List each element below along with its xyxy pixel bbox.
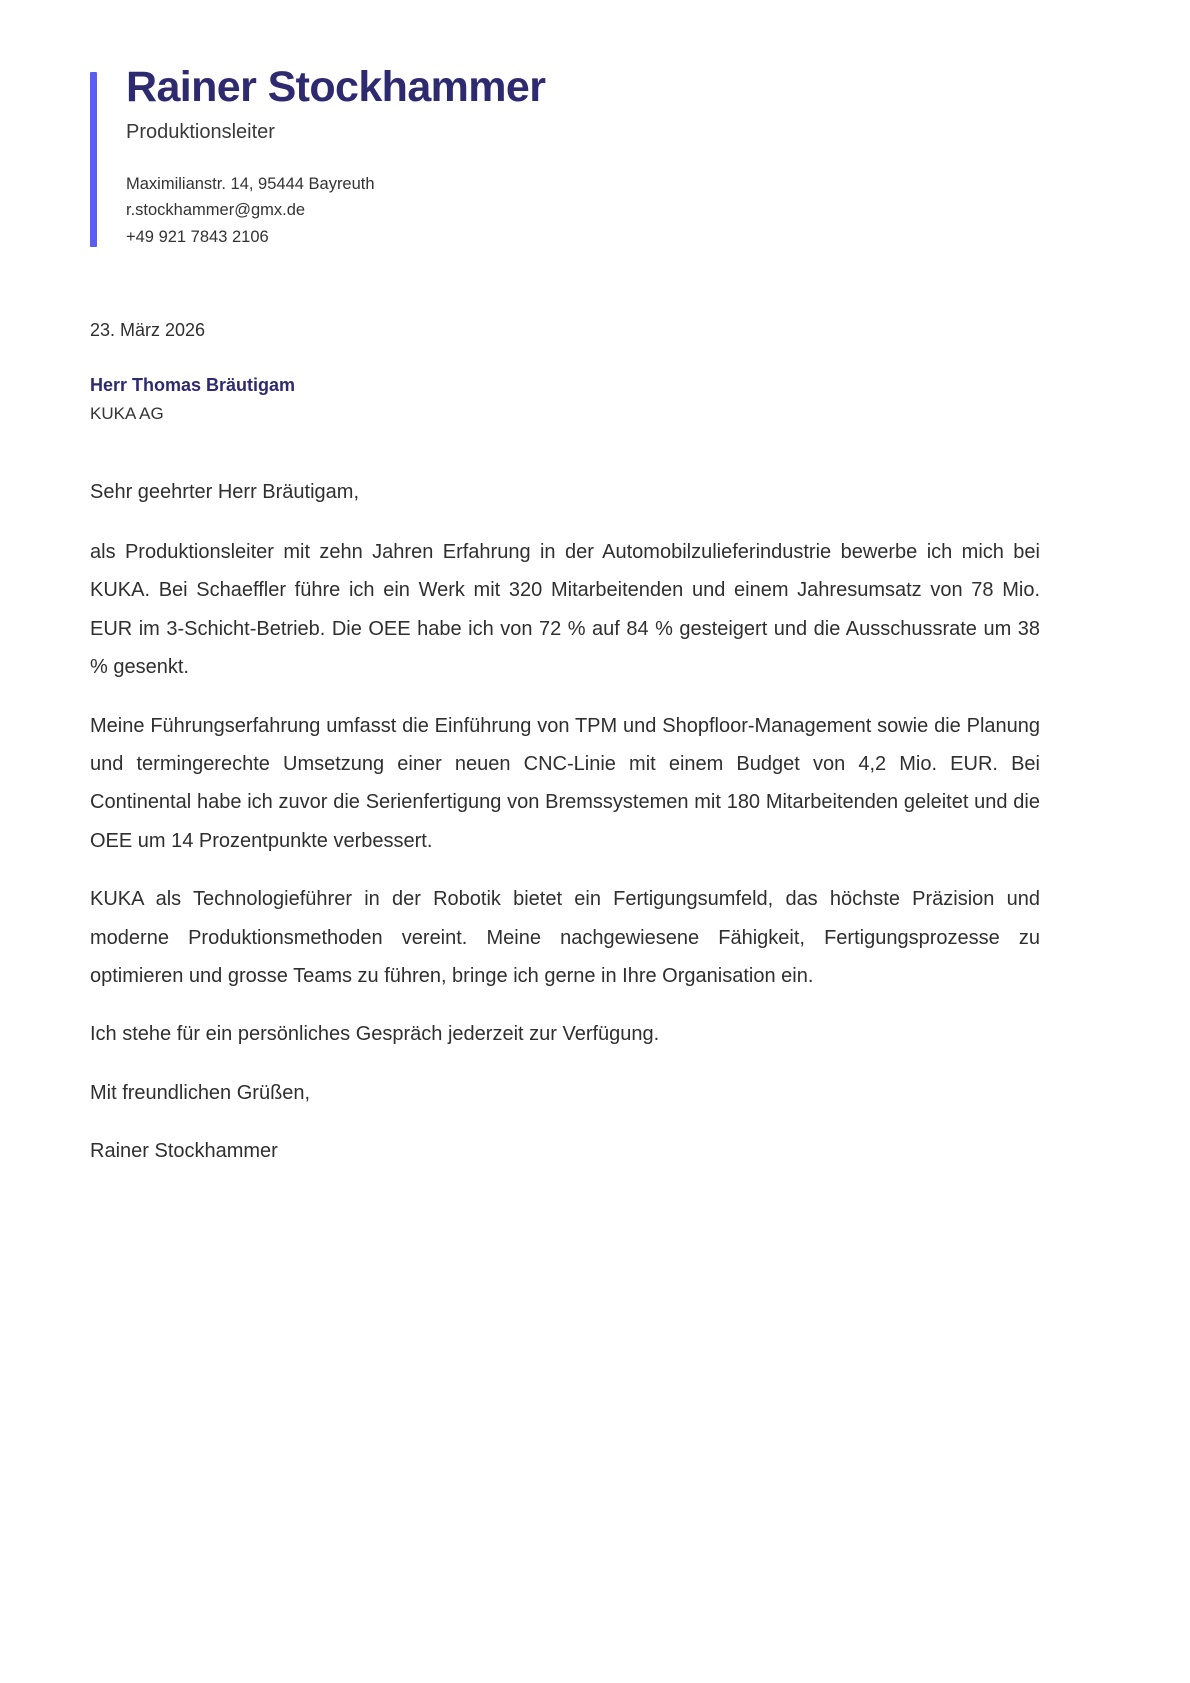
body-paragraph-4: Ich stehe für ein persönliches Gespräch jederzeit zur Verfügung.	[90, 1023, 660, 1046]
letterhead	[90, 62, 1040, 251]
accent-bar	[90, 72, 97, 247]
recipient-name: Herr Thomas Bräutigam	[90, 374, 296, 395]
contact-address: Maximilianstr. 14, 95444 Bayreuth	[126, 174, 375, 193]
recipient-company: KUKA AG	[90, 403, 164, 423]
sign-off: Mit freundlichen Grüßen,	[90, 1081, 311, 1104]
candidate-name: Rainer Stockhammer	[126, 63, 546, 111]
body-paragraph-3: KUKA als Technologieführer in der Robotik bietet ein Fertigungsumfeld, das höchste Präzision und moderne Produktionsmethoden vereint. Meine nachgewiesene Fähigkeit, Fertigungsprozesse zu optimieren und grosse Teams zu führen, bringe ich gerne in Ihre Organisation ein.	[90, 888, 1040, 987]
letter-body	[90, 473, 1040, 1171]
body-paragraph-2: Meine Führungserfahrung umfasst die Einführung von TPM und Shopfloor-Management sowie die Planung und termingerechte Umsetzung einer neuen CNC-Linie mit einem Budget von 4,2 Mio. EUR. Bei Continental habe ich zuvor die Serienfertigung von Bremssystemen mit 180 Mitarbeitenden geleitet und die OEE um 14 Prozentpunkte verbessert.	[90, 714, 1040, 852]
contact-email[interactable]: r.stockhammer@gmx.de	[126, 201, 306, 220]
contact-details	[126, 171, 1040, 251]
letter-meta	[90, 317, 1040, 427]
candidate-role: Produktionsleiter	[126, 120, 275, 143]
body-paragraph-1: als Produktionsleiter mit zehn Jahren Erfahrung in der Automobilzulieferindustrie bewerbe ich mich bei KUKA. Bei Schaeffler führe ich ein Werk mit 320 Mitarbeitenden und einem Jahresumsatz von 78 Mio. EUR im 3-Schicht-Betrieb. Die OEE habe ich von 72 % auf 84 % gesteigert und die Ausschussrate um 38 % gesenkt.	[90, 541, 1040, 679]
signature-name: Rainer Stockhammer	[90, 1140, 278, 1163]
salutation: Sehr geehrter Herr Bräutigam,	[90, 480, 360, 503]
contact-phone[interactable]: +49 921 7843 2106	[126, 228, 269, 247]
letter-date: 23. März 2026	[90, 319, 206, 340]
